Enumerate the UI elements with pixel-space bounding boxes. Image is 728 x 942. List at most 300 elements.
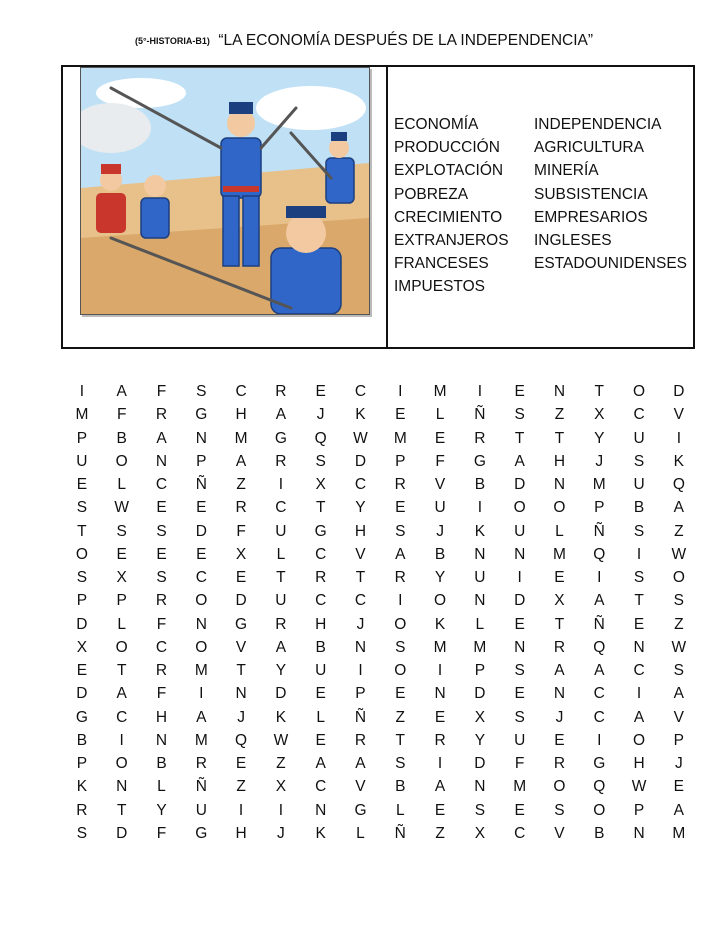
grid-letter[interactable]: S	[76, 499, 88, 517]
grid-letter[interactable]: S	[633, 452, 645, 470]
grid-letter[interactable]: D	[76, 685, 88, 703]
grid-letter[interactable]: Q	[593, 638, 606, 656]
grid-letter[interactable]: E	[514, 801, 525, 819]
grid-letter[interactable]: T	[514, 429, 525, 447]
grid-letter[interactable]: T	[594, 383, 604, 400]
grid-letter[interactable]: P	[76, 429, 88, 447]
grid-letter[interactable]: P	[594, 499, 605, 517]
grid-letter[interactable]: I	[437, 755, 443, 772]
grid-letter[interactable]: V	[554, 824, 565, 842]
grid-letter[interactable]: O	[633, 383, 646, 400]
grid-letter[interactable]: K	[275, 708, 287, 726]
grid-letter[interactable]: B	[633, 499, 645, 517]
grid-letter[interactable]: N	[553, 383, 566, 400]
grid-letter[interactable]: F	[156, 615, 167, 633]
grid-letter[interactable]: E	[116, 545, 127, 563]
grid-letter[interactable]: C	[354, 476, 367, 493]
grid-letter[interactable]: C	[116, 708, 128, 726]
grid-letter[interactable]: T	[276, 569, 286, 586]
grid-letter[interactable]: E	[76, 662, 88, 679]
grid-letter[interactable]: O	[75, 545, 88, 563]
grid-letter[interactable]: A	[434, 778, 446, 796]
grid-letter[interactable]: U	[633, 429, 645, 447]
grid-letter[interactable]: Z	[236, 476, 246, 493]
grid-letter[interactable]: E	[395, 406, 406, 424]
grid-letter[interactable]: J	[356, 615, 365, 633]
grid-letter[interactable]: P	[395, 452, 406, 470]
grid-letter[interactable]: R	[275, 383, 287, 400]
grid-letter[interactable]: F	[156, 383, 167, 400]
grid-letter[interactable]: O	[195, 638, 208, 656]
grid-letter[interactable]: Y	[474, 731, 486, 749]
grid-letter[interactable]: T	[116, 801, 127, 819]
grid-letter[interactable]: A	[554, 662, 565, 679]
grid-letter[interactable]: I	[278, 476, 284, 493]
grid-letter[interactable]: Ñ	[195, 778, 207, 796]
grid-letter[interactable]: Z	[236, 778, 246, 796]
grid-letter[interactable]: D	[474, 685, 486, 703]
grid-letter[interactable]: J	[555, 708, 564, 726]
grid-letter[interactable]: Q	[235, 731, 248, 749]
grid-letter[interactable]: P	[196, 452, 207, 470]
grid-letter[interactable]: P	[116, 592, 127, 610]
grid-letter[interactable]: E	[395, 685, 406, 703]
grid-letter[interactable]: N	[434, 685, 446, 703]
grid-letter[interactable]: G	[314, 522, 327, 540]
grid-letter[interactable]: X	[315, 476, 326, 493]
grid-letter[interactable]: L	[316, 708, 325, 726]
grid-letter[interactable]: E	[554, 569, 565, 586]
grid-letter[interactable]: R	[76, 801, 88, 819]
grid-letter[interactable]: A	[275, 638, 287, 656]
grid-letter[interactable]: Q	[314, 429, 327, 447]
grid-letter[interactable]: G	[235, 615, 248, 633]
grid-letter[interactable]: M	[553, 545, 566, 563]
grid-letter[interactable]: N	[235, 685, 247, 703]
grid-letter[interactable]: L	[475, 615, 485, 633]
grid-letter[interactable]: H	[235, 824, 247, 842]
grid-letter[interactable]: Ñ	[195, 476, 207, 493]
grid-letter[interactable]: N	[354, 638, 367, 656]
grid-letter[interactable]: F	[116, 406, 127, 424]
grid-letter[interactable]: I	[398, 592, 403, 610]
grid-letter[interactable]: K	[474, 522, 486, 540]
grid-letter[interactable]: L	[117, 476, 126, 493]
grid-letter[interactable]: I	[517, 569, 522, 586]
grid-letter[interactable]: C	[235, 383, 247, 400]
grid-letter[interactable]: T	[236, 662, 246, 679]
grid-letter[interactable]: U	[474, 569, 486, 586]
grid-letter[interactable]: E	[514, 685, 525, 703]
grid-letter[interactable]: U	[514, 522, 526, 540]
grid-letter[interactable]: N	[155, 452, 168, 470]
grid-letter[interactable]: S	[633, 569, 645, 586]
grid-letter[interactable]: R	[394, 476, 406, 493]
grid-letter[interactable]: S	[315, 452, 326, 470]
grid-letter[interactable]: A	[116, 685, 127, 703]
grid-letter[interactable]: E	[434, 801, 446, 819]
grid-letter[interactable]: U	[434, 499, 446, 517]
grid-letter[interactable]: E	[514, 383, 525, 400]
grid-letter[interactable]: N	[514, 638, 526, 656]
grid-letter[interactable]: Z	[554, 406, 565, 424]
grid-letter[interactable]: A	[633, 708, 645, 726]
grid-letter[interactable]: N	[474, 545, 486, 563]
grid-letter[interactable]: S	[673, 592, 685, 610]
grid-letter[interactable]: R	[553, 755, 566, 772]
grid-letter[interactable]: F	[156, 824, 167, 842]
grid-letter[interactable]: E	[156, 499, 167, 517]
grid-letter[interactable]: V	[355, 778, 366, 796]
grid-letter[interactable]: Ñ	[474, 406, 486, 424]
grid-letter[interactable]: I	[597, 569, 602, 586]
grid-letter[interactable]: Z	[674, 615, 684, 633]
grid-letter[interactable]: I	[636, 545, 642, 563]
grid-letter[interactable]: B	[395, 778, 406, 796]
grid-letter[interactable]: S	[116, 522, 127, 540]
grid-letter[interactable]: D	[514, 592, 526, 610]
grid-letter[interactable]: O	[434, 592, 447, 610]
grid-letter[interactable]: U	[275, 522, 287, 540]
grid-letter[interactable]: A	[673, 499, 685, 517]
grid-letter[interactable]: E	[633, 615, 645, 633]
grid-letter[interactable]: I	[79, 383, 85, 400]
grid-letter[interactable]: L	[435, 406, 445, 424]
grid-letter[interactable]: I	[119, 731, 124, 749]
grid-letter[interactable]: N	[553, 685, 566, 703]
grid-letter[interactable]: C	[195, 569, 207, 586]
grid-letter[interactable]: M	[194, 662, 208, 679]
grid-letter[interactable]: V	[434, 476, 446, 493]
grid-letter[interactable]: H	[315, 615, 327, 633]
grid-letter[interactable]: P	[355, 685, 366, 703]
grid-letter[interactable]: V	[235, 638, 247, 656]
grid-letter[interactable]: M	[75, 406, 89, 424]
grid-letter[interactable]: B	[474, 476, 486, 493]
grid-letter[interactable]: C	[633, 662, 645, 679]
grid-letter[interactable]: Z	[435, 824, 445, 842]
grid-letter[interactable]: Y	[275, 662, 287, 679]
grid-letter[interactable]: T	[315, 499, 326, 517]
grid-letter[interactable]: A	[594, 662, 605, 679]
grid-letter[interactable]: C	[315, 545, 327, 563]
grid-letter[interactable]: E	[514, 615, 525, 633]
grid-letter[interactable]: B	[434, 545, 446, 563]
grid-letter[interactable]: S	[514, 708, 525, 726]
grid-letter[interactable]: T	[634, 592, 644, 610]
grid-letter[interactable]: O	[553, 499, 566, 517]
grid-letter[interactable]: P	[633, 801, 645, 819]
grid-letter[interactable]: D	[116, 824, 128, 842]
grid-letter[interactable]: I	[358, 662, 363, 679]
grid-letter[interactable]: N	[195, 615, 207, 633]
grid-letter[interactable]: O	[672, 569, 685, 586]
grid-letter[interactable]: S	[196, 383, 207, 400]
grid-letter[interactable]: E	[315, 383, 326, 400]
grid-letter[interactable]: I	[636, 685, 642, 703]
grid-letter[interactable]: M	[234, 429, 248, 447]
grid-letter[interactable]: C	[315, 778, 327, 796]
grid-letter[interactable]: D	[195, 522, 207, 540]
grid-letter[interactable]: N	[633, 824, 645, 842]
grid-letter[interactable]: S	[633, 522, 645, 540]
grid-letter[interactable]: D	[354, 452, 367, 470]
grid-letter[interactable]: O	[115, 638, 128, 656]
grid-letter[interactable]: V	[355, 545, 366, 563]
grid-letter[interactable]: N	[514, 545, 526, 563]
grid-letter[interactable]: X	[116, 569, 127, 586]
grid-letter[interactable]: I	[199, 685, 204, 703]
grid-letter[interactable]: N	[633, 638, 645, 656]
grid-letter[interactable]: Q	[593, 545, 606, 563]
grid-letter[interactable]: E	[673, 778, 685, 796]
grid-letter[interactable]: U	[633, 476, 645, 493]
grid-letter[interactable]: Z	[674, 522, 684, 540]
grid-letter[interactable]: S	[156, 569, 167, 586]
grid-letter[interactable]: X	[554, 592, 565, 610]
grid-letter[interactable]: D	[275, 685, 287, 703]
grid-letter[interactable]: Ñ	[593, 522, 605, 540]
grid-letter[interactable]: P	[673, 731, 685, 749]
grid-letter[interactable]: A	[235, 452, 247, 470]
grid-letter[interactable]: J	[674, 755, 683, 772]
grid-letter[interactable]: N	[116, 778, 128, 796]
grid-letter[interactable]: O	[513, 499, 526, 517]
grid-letter[interactable]: M	[513, 778, 527, 796]
grid-letter[interactable]: F	[435, 452, 445, 470]
grid-letter[interactable]: P	[474, 662, 486, 679]
grid-letter[interactable]: M	[672, 824, 686, 842]
grid-letter[interactable]: H	[354, 522, 367, 540]
grid-letter[interactable]: C	[155, 476, 168, 493]
grid-letter[interactable]: G	[593, 755, 606, 772]
grid-letter[interactable]: A	[395, 545, 406, 563]
grid-letter[interactable]: F	[156, 685, 167, 703]
grid-letter[interactable]: X	[235, 545, 247, 563]
grid-letter[interactable]: G	[473, 452, 486, 470]
grid-letter[interactable]: A	[315, 755, 326, 772]
grid-letter[interactable]: R	[195, 755, 207, 772]
grid-letter[interactable]: J	[277, 824, 285, 842]
grid-letter[interactable]: P	[76, 592, 88, 610]
grid-letter[interactable]: Z	[276, 755, 286, 772]
grid-letter[interactable]: Y	[156, 801, 167, 819]
grid-letter[interactable]: R	[434, 731, 446, 749]
grid-letter[interactable]: K	[434, 615, 446, 633]
grid-letter[interactable]: A	[156, 429, 167, 447]
grid-letter[interactable]: G	[75, 708, 88, 726]
grid-letter[interactable]: N	[474, 778, 486, 796]
grid-letter[interactable]: T	[355, 569, 366, 586]
grid-letter[interactable]: R	[275, 452, 287, 470]
grid-letter[interactable]: Q	[672, 476, 685, 493]
grid-letter[interactable]: T	[554, 615, 565, 633]
grid-letter[interactable]: T	[554, 429, 565, 447]
grid-letter[interactable]: G	[274, 429, 287, 447]
grid-letter[interactable]: C	[593, 708, 605, 726]
grid-letter[interactable]: O	[115, 755, 128, 772]
grid-letter[interactable]: I	[238, 801, 244, 819]
grid-letter[interactable]: A	[355, 755, 366, 772]
grid-letter[interactable]: E	[315, 731, 326, 749]
grid-letter[interactable]: H	[633, 755, 645, 772]
grid-letter[interactable]: O	[115, 452, 128, 470]
grid-letter[interactable]: S	[514, 406, 525, 424]
grid-letter[interactable]: M	[592, 476, 606, 493]
grid-letter[interactable]: A	[116, 383, 127, 400]
grid-letter[interactable]: Y	[355, 499, 366, 517]
grid-letter[interactable]: A	[594, 592, 605, 610]
grid-letter[interactable]: W	[631, 778, 647, 796]
grid-letter[interactable]: D	[514, 476, 526, 493]
grid-letter[interactable]: X	[76, 638, 88, 656]
grid-letter[interactable]: C	[633, 406, 645, 424]
grid-letter[interactable]: L	[276, 545, 286, 563]
grid-letter[interactable]: M	[393, 429, 407, 447]
grid-letter[interactable]: W	[671, 638, 687, 656]
grid-letter[interactable]: J	[237, 708, 245, 726]
grid-letter[interactable]: J	[316, 406, 325, 424]
grid-letter[interactable]: K	[355, 406, 366, 424]
grid-letter[interactable]: O	[394, 615, 407, 633]
grid-letter[interactable]: I	[437, 662, 443, 679]
grid-letter[interactable]: S	[474, 801, 486, 819]
grid-letter[interactable]: I	[477, 383, 483, 400]
grid-letter[interactable]: H	[235, 406, 247, 424]
grid-letter[interactable]: D	[235, 592, 247, 610]
grid-letter[interactable]: M	[433, 638, 447, 656]
grid-letter[interactable]: S	[156, 522, 167, 540]
grid-letter[interactable]: M	[473, 638, 487, 656]
grid-letter[interactable]: G	[354, 801, 367, 819]
grid-letter[interactable]: A	[196, 708, 207, 726]
grid-letter[interactable]: C	[275, 499, 287, 517]
grid-letter[interactable]: I	[477, 499, 483, 517]
grid-letter[interactable]: N	[195, 429, 207, 447]
grid-letter[interactable]: C	[354, 592, 367, 610]
grid-letter[interactable]: I	[597, 731, 602, 749]
grid-letter[interactable]: Q	[593, 778, 606, 796]
grid-letter[interactable]: B	[116, 429, 127, 447]
grid-letter[interactable]: S	[395, 755, 406, 772]
grid-letter[interactable]: S	[76, 824, 88, 842]
grid-letter[interactable]: E	[554, 731, 565, 749]
grid-letter[interactable]: L	[356, 824, 365, 842]
grid-letter[interactable]: K	[76, 778, 88, 796]
grid-letter[interactable]: U	[514, 731, 526, 749]
grid-letter[interactable]: K	[315, 824, 326, 842]
grid-letter[interactable]: U	[76, 452, 88, 470]
grid-letter[interactable]: L	[395, 801, 405, 819]
grid-letter[interactable]: E	[315, 685, 326, 703]
grid-letter[interactable]: E	[434, 429, 446, 447]
grid-letter[interactable]: S	[514, 662, 525, 679]
grid-letter[interactable]: Y	[434, 569, 446, 586]
grid-letter[interactable]: R	[553, 638, 566, 656]
grid-letter[interactable]: R	[474, 429, 486, 447]
grid-letter[interactable]: F	[236, 522, 246, 540]
grid-letter[interactable]: R	[394, 569, 406, 586]
grid-letter[interactable]: R	[155, 662, 168, 679]
grid-letter[interactable]: E	[196, 499, 207, 517]
grid-letter[interactable]: W	[353, 429, 368, 447]
grid-letter[interactable]: E	[395, 499, 406, 517]
grid-letter[interactable]: H	[553, 452, 566, 470]
grid-letter[interactable]: I	[398, 383, 403, 400]
grid-letter[interactable]: D	[76, 615, 88, 633]
grid-letter[interactable]: Ñ	[394, 824, 406, 842]
grid-letter[interactable]: R	[155, 406, 168, 424]
grid-letter[interactable]: E	[235, 569, 247, 586]
grid-letter[interactable]: M	[433, 383, 447, 400]
grid-letter[interactable]: U	[275, 592, 287, 610]
grid-letter[interactable]: O	[633, 731, 646, 749]
grid-letter[interactable]: W	[273, 731, 289, 749]
grid-letter[interactable]: N	[553, 476, 566, 493]
grid-letter[interactable]: M	[194, 731, 208, 749]
grid-letter[interactable]: W	[671, 545, 687, 563]
grid-letter[interactable]: O	[553, 778, 566, 796]
grid-letter[interactable]: N	[474, 592, 486, 610]
grid-letter[interactable]: X	[474, 824, 486, 842]
grid-letter[interactable]: I	[278, 801, 284, 819]
grid-letter[interactable]: R	[155, 592, 168, 610]
grid-letter[interactable]: U	[195, 801, 207, 819]
grid-letter[interactable]: N	[155, 731, 168, 749]
grid-letter[interactable]: A	[275, 406, 287, 424]
grid-letter[interactable]: O	[394, 662, 407, 679]
grid-letter[interactable]: A	[514, 452, 525, 470]
grid-letter[interactable]: E	[76, 476, 88, 493]
grid-letter[interactable]: C	[155, 638, 168, 656]
grid-letter[interactable]: T	[77, 522, 87, 540]
grid-letter[interactable]: Ñ	[354, 708, 367, 726]
grid-letter[interactable]: L	[555, 522, 564, 540]
grid-letter[interactable]: X	[594, 406, 605, 424]
grid-letter[interactable]: P	[76, 755, 88, 772]
grid-letter[interactable]: L	[157, 778, 166, 796]
grid-letter[interactable]: Ñ	[593, 615, 605, 633]
grid-letter[interactable]: X	[474, 708, 486, 726]
grid-letter[interactable]: V	[673, 708, 685, 726]
grid-letter[interactable]: J	[436, 522, 444, 540]
grid-letter[interactable]: R	[235, 499, 247, 517]
grid-letter[interactable]: V	[673, 406, 685, 424]
grid-letter[interactable]: S	[76, 569, 88, 586]
grid-letter[interactable]: E	[434, 708, 446, 726]
grid-letter[interactable]: L	[117, 615, 126, 633]
grid-letter[interactable]: T	[395, 731, 405, 749]
grid-letter[interactable]: Y	[594, 429, 605, 447]
grid-letter[interactable]: A	[673, 685, 685, 703]
grid-letter[interactable]: B	[156, 755, 167, 772]
grid-letter[interactable]: T	[116, 662, 127, 679]
grid-letter[interactable]: K	[673, 452, 685, 470]
grid-letter[interactable]: X	[275, 778, 287, 796]
grid-letter[interactable]: N	[315, 801, 327, 819]
grid-letter[interactable]: S	[395, 638, 406, 656]
grid-letter[interactable]: E	[235, 755, 247, 772]
grid-letter[interactable]: O	[593, 801, 606, 819]
grid-letter[interactable]: B	[76, 731, 88, 749]
grid-letter[interactable]: S	[673, 662, 685, 679]
grid-letter[interactable]: D	[673, 383, 685, 400]
grid-letter[interactable]: C	[514, 824, 526, 842]
grid-letter[interactable]: E	[156, 545, 167, 563]
grid-letter[interactable]: S	[395, 522, 406, 540]
grid-letter[interactable]: H	[155, 708, 168, 726]
grid-letter[interactable]: Z	[395, 708, 405, 726]
